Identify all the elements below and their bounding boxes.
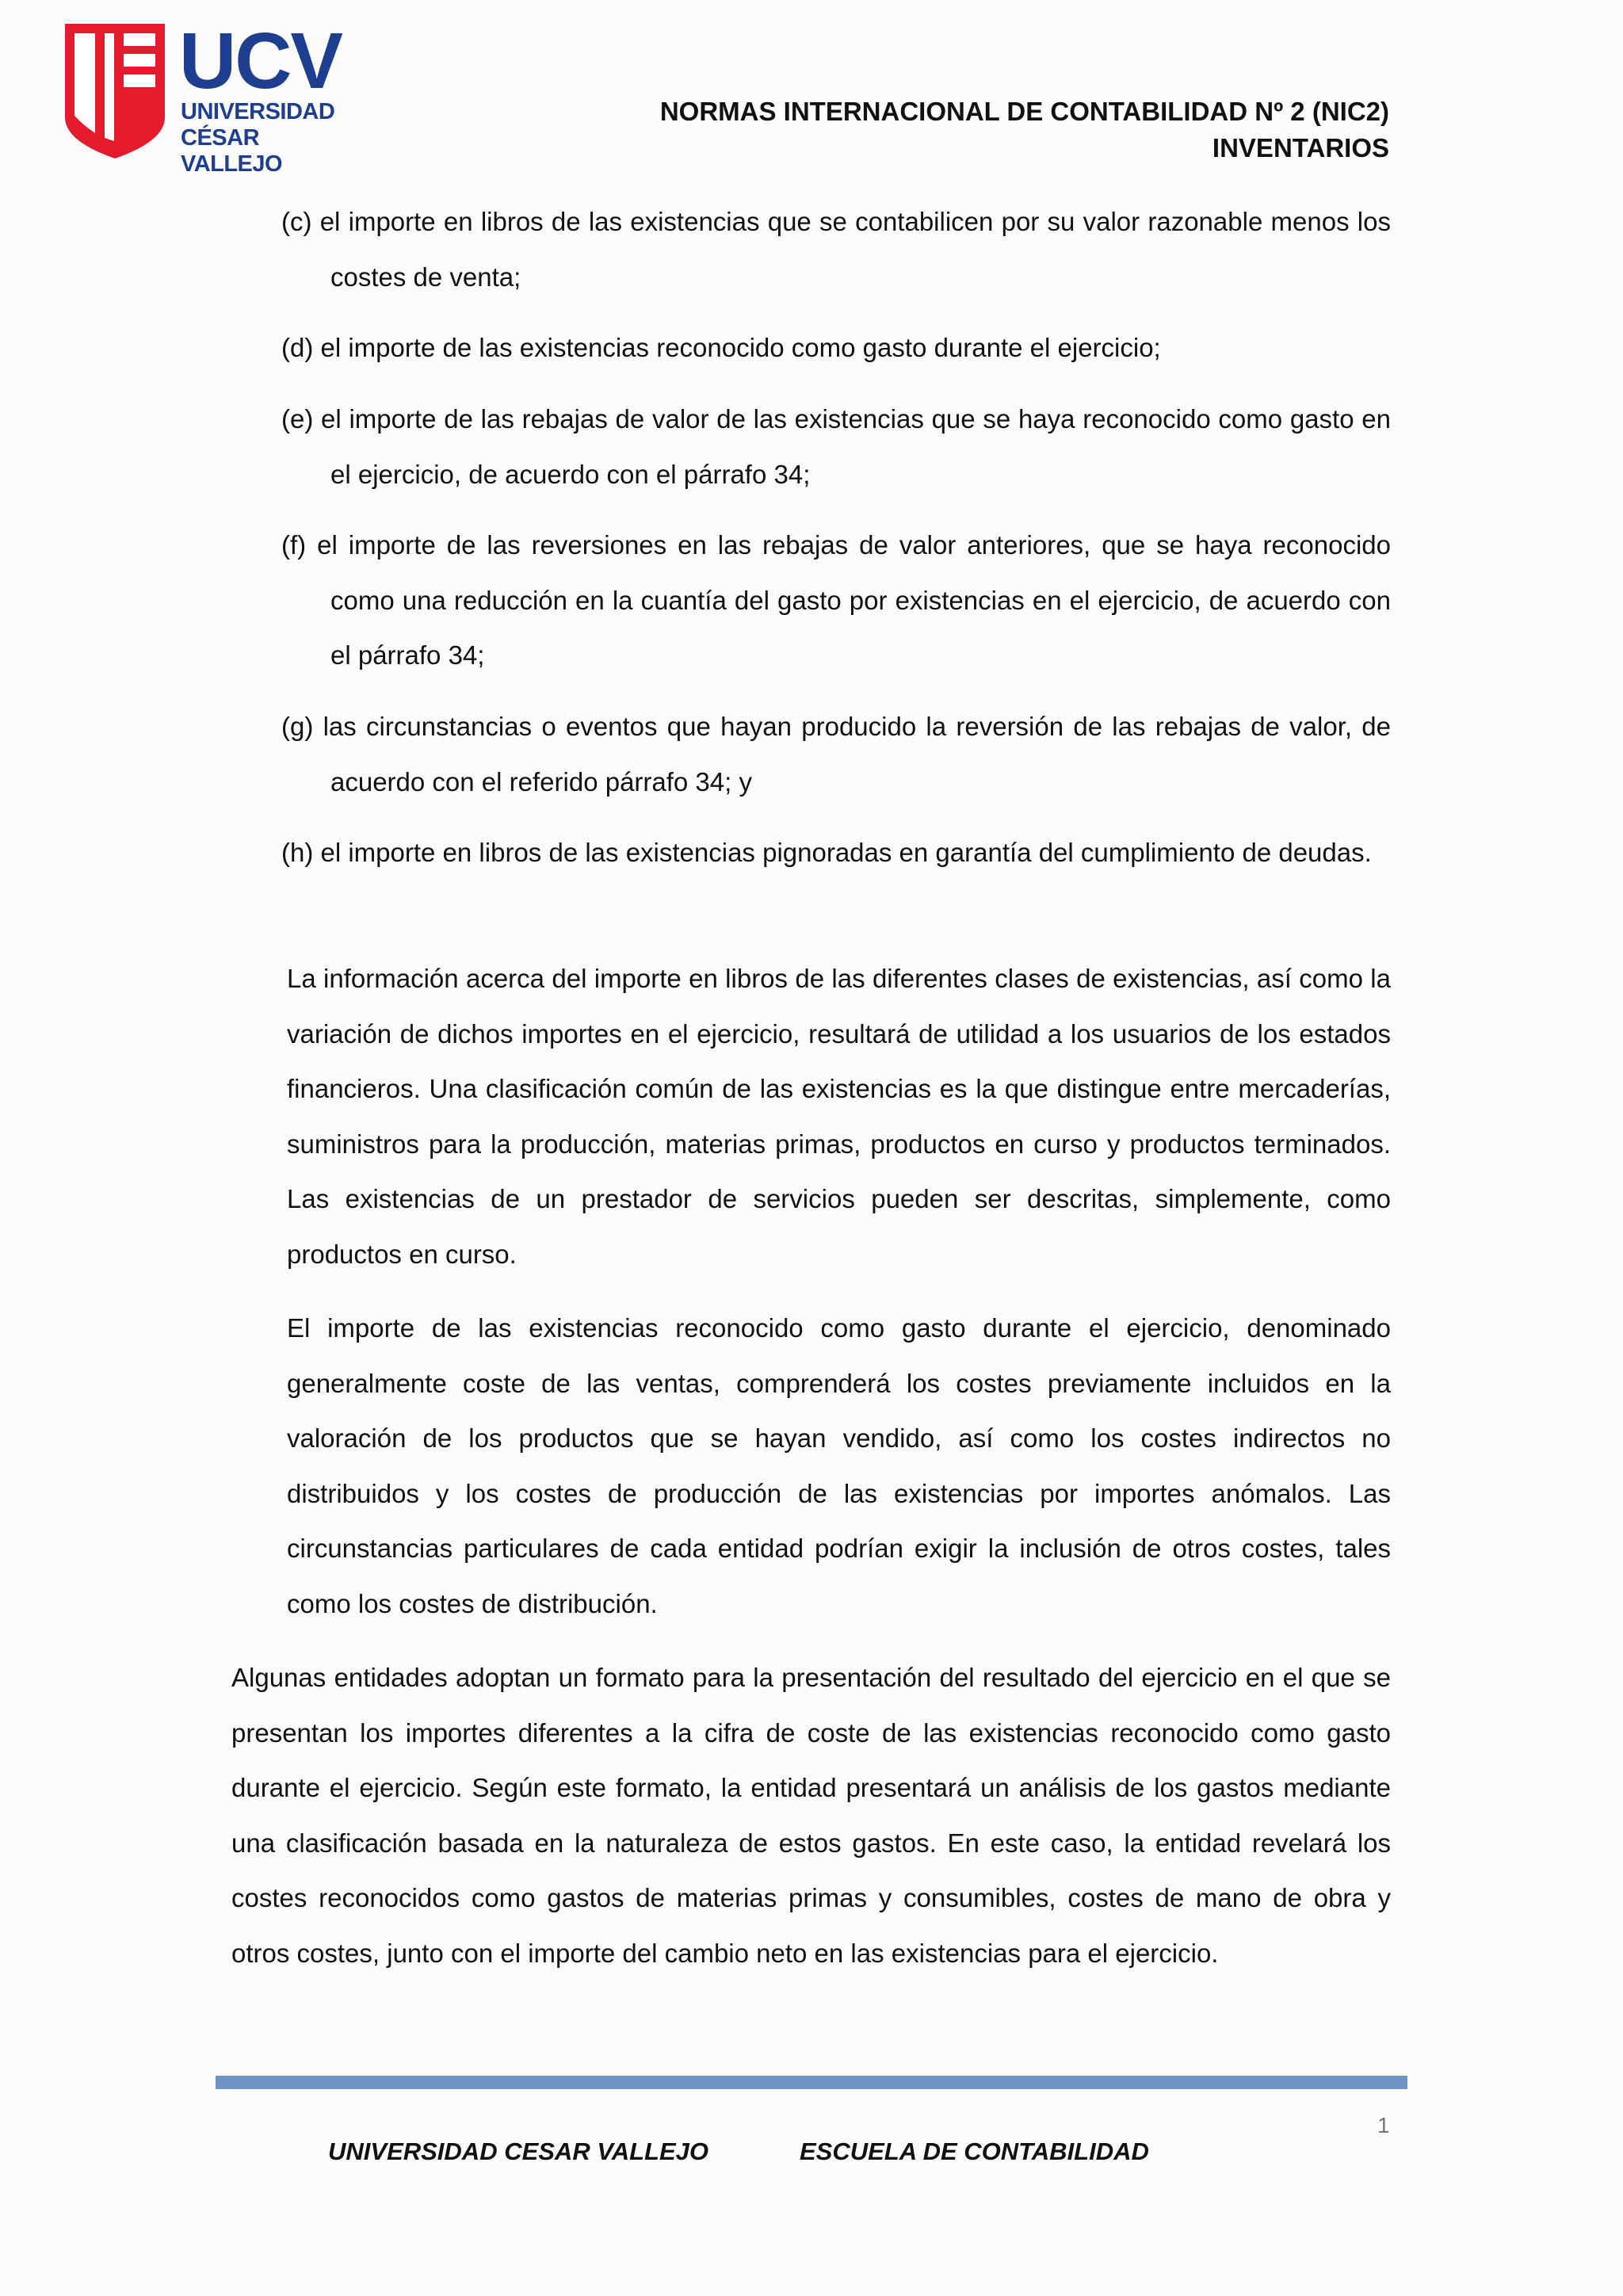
logo-line-2: CÉSAR VALLEJO: [181, 125, 283, 177]
shield-icon: [63, 22, 166, 161]
paragraph: El importe de las existencias reconocido como gasto durante el ejercicio, denominado generalmente coste de las ventas, comprenderá los costes previamente incluidos en la valoración de los productos que se hayan vendido, así como los costes indirectos no distribuidos y los costes de producción de las existencias por importes anómalos. Las circunstancias particulares de cada entidad podrían exigir la inclusión de otros costes, tales como los costes de distribución.: [287, 1313, 1391, 1618]
paragraph: La información acerca del importe en libros de las diferentes clases de existencias, así como la variación de dichos importes en el ejercicio, resultará de utilidad a los usuarios de los estados financieros. Una clasificación común de las existencias es la que distingue entre mercaderías, suministros para la producción, materias primas, productos en curso y productos terminados. Las existencias de un prestador de servicios pueden ser descritas, simplemente, como productos en curso.: [287, 964, 1391, 1269]
list-item: (g) las circunstancias o eventos que hayan producido la reversión de las rebajas de valor, de acuerdo con el referido párrafo 34; y: [281, 712, 1391, 797]
footer-divider: [216, 2076, 1407, 2089]
header-subtitle: INVENTARIOS: [1212, 133, 1389, 162]
list-item: (c) el importe en libros de las existencias que se contabilicen por su valor razonable menos los costes de venta;: [281, 207, 1391, 292]
footer-university: UNIVERSIDAD CESAR VALLEJO: [328, 2137, 708, 2165]
header-title: NORMAS INTERNACIONAL DE CONTABILIDAD Nº 2 (NIC2): [659, 97, 1389, 126]
paragraph: Algunas entidades adoptan un formato para la presentación del resultado del ejercicio en el que se presentan los importes diferentes a la cifra de coste de las existencias reconocido como gasto durante el ejercicio. Según este formato, la entidad presentará un análisis de los gastos mediante una clasificación basada en la naturaleza de estos gastos. En este caso, la entidad revelará los costes reconocidos como gastos de materias primas y consumibles, costes de mano de obra y otros costes, junto con el importe del cambio neto en las existencias para el ejercicio.: [231, 1663, 1391, 1968]
list-item: (e) el importe de las rebajas de valor de las existencias que se haya reconocido como gasto en el ejercicio, de acuerdo con el párrafo 34;: [281, 404, 1391, 489]
list-item: (h) el importe en libros de las existencias pignoradas en garantía del cumplimiento de deudas.: [281, 838, 1372, 867]
logo-line-1: UNIVERSIDAD: [181, 99, 335, 124]
university-logo: [63, 17, 342, 177]
page-number: 1: [1377, 2113, 1390, 2137]
footer-school: ESCUELA DE CONTABILIDAD: [800, 2137, 1149, 2165]
list-item: (d) el importe de las existencias reconocido como gasto durante el ejercicio;: [281, 333, 1161, 362]
list-item: (f) el importe de las reversiones en las rebajas de valor anteriores, que se haya reconocido como una reducción en la cuantía del gasto por existencias en el ejercicio, de acuerdo con el párrafo 34;: [281, 530, 1391, 670]
logo-acronym: UCV: [179, 17, 342, 105]
document-header: [660, 94, 1389, 166]
